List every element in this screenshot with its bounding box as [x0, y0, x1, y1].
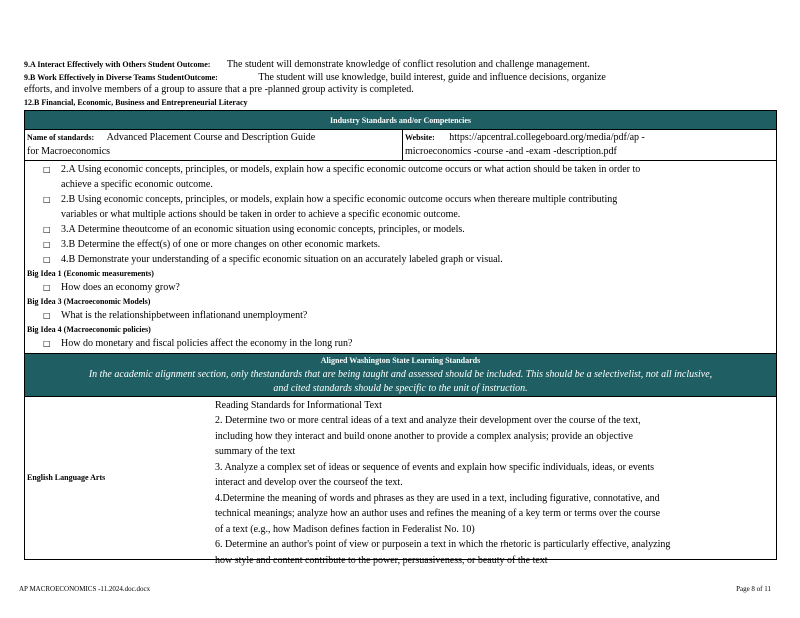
outcome-9b-label: 9.B Work Effectively in Diverse Teams StudentOutcome: [24, 72, 218, 82]
ela-line: 2. Determine two or more central ideas of a text and analyze their development over the course of the text, [215, 415, 641, 426]
ela-line: summary of the text [215, 446, 296, 457]
square-bullet-icon: □ [43, 224, 51, 234]
ela-line: of a text (e.g., how Madison defines faction in Federalist No. 10) [215, 523, 475, 535]
outcome-9a-text: The student will demonstrate knowledge of conflict resolution and challenge management. [226, 59, 590, 70]
standards-name-row [24, 130, 777, 161]
ela-line: Reading Standards for Informational Text [215, 399, 382, 411]
standards-name-value-cont: for Macroeconomics [27, 145, 111, 157]
list-item-cont: variables or what multiple actions should be taken in order to achieve a specific economic outcome. [61, 208, 461, 220]
big-idea-question: □ How do monetary and fiscal policies affect the economy in the long run? [43, 337, 353, 349]
outcome-9b-text: The student will use knowledge, build interest, guide and influence decisions, organize [258, 71, 606, 83]
square-bullet-icon: □ [43, 194, 51, 204]
footer-filename: AP MACROECONOMICS -11.2024.doc.docx [19, 585, 151, 593]
website-cell [403, 130, 776, 160]
ela-standards-row [24, 397, 777, 566]
ela-line: including how they interact and build onone another to provide a complex analysis; provide an objective [215, 430, 633, 442]
page-footer [19, 585, 771, 593]
big-idea-title: Big Idea 4 (Macroeconomic policies) [27, 324, 151, 334]
square-bullet-icon: □ [43, 338, 51, 348]
big-idea-title: Big Idea 3 (Macroeconomic Models) [27, 296, 151, 306]
aligned-standards-note: In the academic alignment section, only thestandards that are being taught and assessed should be included. This should be a selectivelist, not all inclusive, [88, 368, 713, 380]
list-item: □ 2.A Using economic concepts, principles, or models, explain how a specific economic outcome occurs or what action should be taken in order to [43, 163, 641, 175]
list-item: □ 3.A Determine theoutcome of an economic situation using economic concepts, principles, or models. [43, 223, 465, 235]
ela-line: interact and develop over the courseof the text. [215, 477, 403, 488]
ela-line: 6. Determine an author's point of view or purposein a text in which the rhetoric is particularly effective, analyzing [215, 539, 671, 550]
big-idea-question: □ How does an economy grow? [43, 281, 180, 293]
document-body [24, 59, 777, 566]
ela-line: how style and content contribute to the power, persuasiveness, or beauty of the text [215, 554, 548, 566]
website-label: Website: [405, 132, 435, 142]
standards-list [24, 161, 777, 354]
outcome-9a [24, 59, 777, 72]
ela-text [215, 397, 776, 566]
ela-line: 3. Analyze a complex set of ideas or sequence of events and explain how specific individuals, ideas, or events [215, 461, 655, 473]
square-bullet-icon: □ [43, 254, 51, 264]
square-bullet-icon: □ [43, 310, 51, 320]
aligned-standards-title: Aligned Washington State Learning Standards [320, 355, 481, 365]
website-url[interactable]: https://apcentral.collegeboard.org/media/pdf/ap - [449, 131, 645, 143]
outcome-9b [24, 72, 777, 85]
square-bullet-icon: □ [43, 164, 51, 174]
list-item: □ 4.B Demonstrate your understanding of a specific economic situation on an accurately labeled graph or visual. [43, 253, 503, 265]
industry-standards-header: Industry Standards and/or Competencies [24, 110, 777, 130]
ela-line: 4.Determine the meaning of words and phrases as they are used in a text, including figurative, connotative, and [215, 492, 660, 504]
ela-label: English Language Arts [27, 473, 106, 482]
aligned-standards-note-cont: and cited standards should be specific to the unit of instruction. [273, 382, 528, 394]
footer-page-number: Page 8 of 11 [736, 585, 771, 593]
list-item: □ 3.B Determine the effect(s) of one or more changes on other economic markets. [43, 238, 381, 250]
ela-line: technical meanings; analyze how an author uses and refines the meaning of a key term or terms over the course [215, 508, 661, 519]
standards-name-cell [25, 130, 403, 160]
outcome-9b-cont: efforts, and involve members of a group to assure that a pre -planned group activity is completed. [24, 84, 414, 95]
big-idea-title: Big Idea 1 (Economic measurements) [27, 268, 154, 278]
standards-name-value: Advanced Placement Course and Description Guide [106, 131, 316, 143]
square-bullet-icon: □ [43, 282, 51, 292]
square-bullet-icon: □ [43, 239, 51, 249]
website-url-cont[interactable]: microeconomics -course -and -exam -description.pdf [405, 145, 617, 157]
outcome-12b: 12.B Financial, Economic, Business and Entrepreneurial Literacy [24, 97, 248, 107]
aligned-standards-header [24, 354, 777, 397]
outcome-9a-label: 9.A Interact Effectively with Others Student Outcome: [24, 60, 211, 69]
list-item-cont: achieve a specific economic outcome. [61, 178, 213, 190]
standards-name-label: Name of standards: [27, 132, 95, 142]
list-item: □ 2.B Using economic concepts, principles, or models, explain how a specific economic outcome occurs when thereare multiple contributing [43, 193, 618, 205]
big-idea-question: □ What is the relationshipbetween inflationand unemployment? [43, 309, 308, 321]
